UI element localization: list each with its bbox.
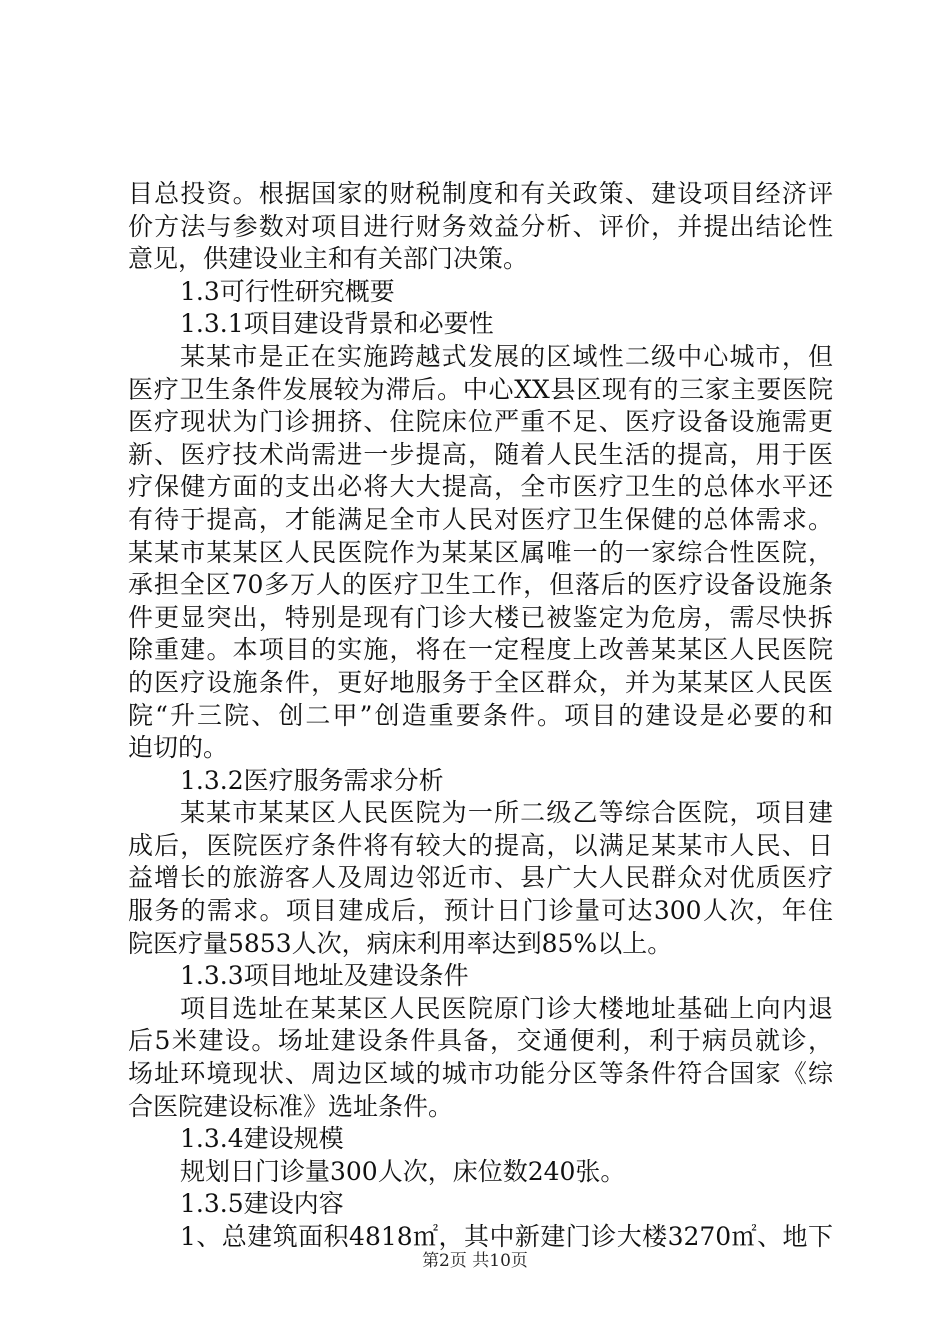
text-line: 医疗现状为门诊拥挤、住院床位严重不足、医疗设备设施需更 — [128, 407, 833, 437]
text-line: 1.3.5建设内容 — [180, 1189, 344, 1219]
text-line: 项目选址在某某区人民医院原门诊大楼地址基础上向内退 — [180, 993, 833, 1023]
text-line: 疗保健方面的支出必将大大提高，全市医疗卫生的总体水平还 — [128, 472, 833, 502]
text-line: 意见，供建设业主和有关部门决策。 — [128, 244, 529, 274]
text-line: 1.3.2医疗服务需求分析 — [180, 765, 444, 795]
text-line: 1.3.4建设规模 — [180, 1124, 344, 1154]
text-line: 某某市是正在实施跨越式发展的区域性二级中心城市，但 — [180, 341, 833, 371]
text-line: 规划日门诊量300人次，床位数240张。 — [180, 1156, 626, 1186]
text-line: 有待于提高，才能满足全市人民对医疗卫生保健的总体需求。 — [128, 504, 833, 534]
text-line: 价方法与参数对项目进行财务效益分析、评价，并提出结论性 — [128, 211, 833, 241]
text-line: 服务的需求。项目建成后，预计日门诊量可达300人次，年住 — [128, 896, 833, 926]
page-footer: 第2页 共10页 — [422, 1251, 528, 1271]
text-line: 件更显突出，特别是现有门诊大楼已被鉴定为危房，需尽快拆 — [128, 602, 833, 632]
text-line: 除重建。本项目的实施，将在一定程度上改善某某区人民医院 — [128, 635, 833, 665]
text-line: 院“升三院、创二甲”创造重要条件。项目的建设是必要的和 — [128, 700, 833, 730]
body-text — [128, 178, 833, 1254]
text-line: 1.3.3项目地址及建设条件 — [180, 961, 469, 991]
text-line: 场址环境现状、周边区域的城市功能分区等条件符合国家《综 — [128, 1059, 833, 1089]
text-line: 1、总建筑面积4818㎡，其中新建门诊大楼3270㎡、地下 — [180, 1222, 833, 1251]
text-line: 成后，医院医疗条件将有较大的提高，以满足某某市人民、日 — [128, 830, 833, 860]
text-line: 某某市某某区人民医院为一所二级乙等综合医院，项目建 — [180, 798, 833, 828]
text-line: 承担全区70多万人的医疗卫生工作，但落后的医疗设备设施条 — [128, 570, 833, 600]
text-line: 某某市某某区人民医院作为某某区属唯一的一家综合性医院， — [128, 537, 833, 567]
text-line: 的医疗设施条件，更好地服务于全区群众，并为某某区人民医 — [128, 667, 833, 697]
text-line: 1.3可行性研究概要 — [180, 276, 395, 306]
text-line: 院医疗量5853人次，病床利用率达到85%以上。 — [128, 928, 673, 958]
text-line: 目总投资。根据国家的财税制度和有关政策、建设项目经济评 — [128, 179, 833, 208]
text-line: 新、医疗技术尚需进一步提高，随着人民生活的提高，用于医 — [128, 439, 833, 469]
text-line: 合医院建设标准》选址条件。 — [128, 1091, 454, 1121]
text-line: 1.3.1项目建设背景和必要性 — [180, 309, 494, 339]
text-line: 益增长的旅游客人及周边邻近市、县广大人民群众对优质医疗 — [128, 863, 833, 893]
text-line: 迫切的。 — [128, 733, 229, 763]
text-line: 后5米建设。场址建设条件具备，交通便利，利于病员就诊， — [128, 1026, 833, 1056]
text-line: 医疗卫生条件发展较为滞后。中心XX县区现有的三家主要医院 — [128, 374, 833, 404]
